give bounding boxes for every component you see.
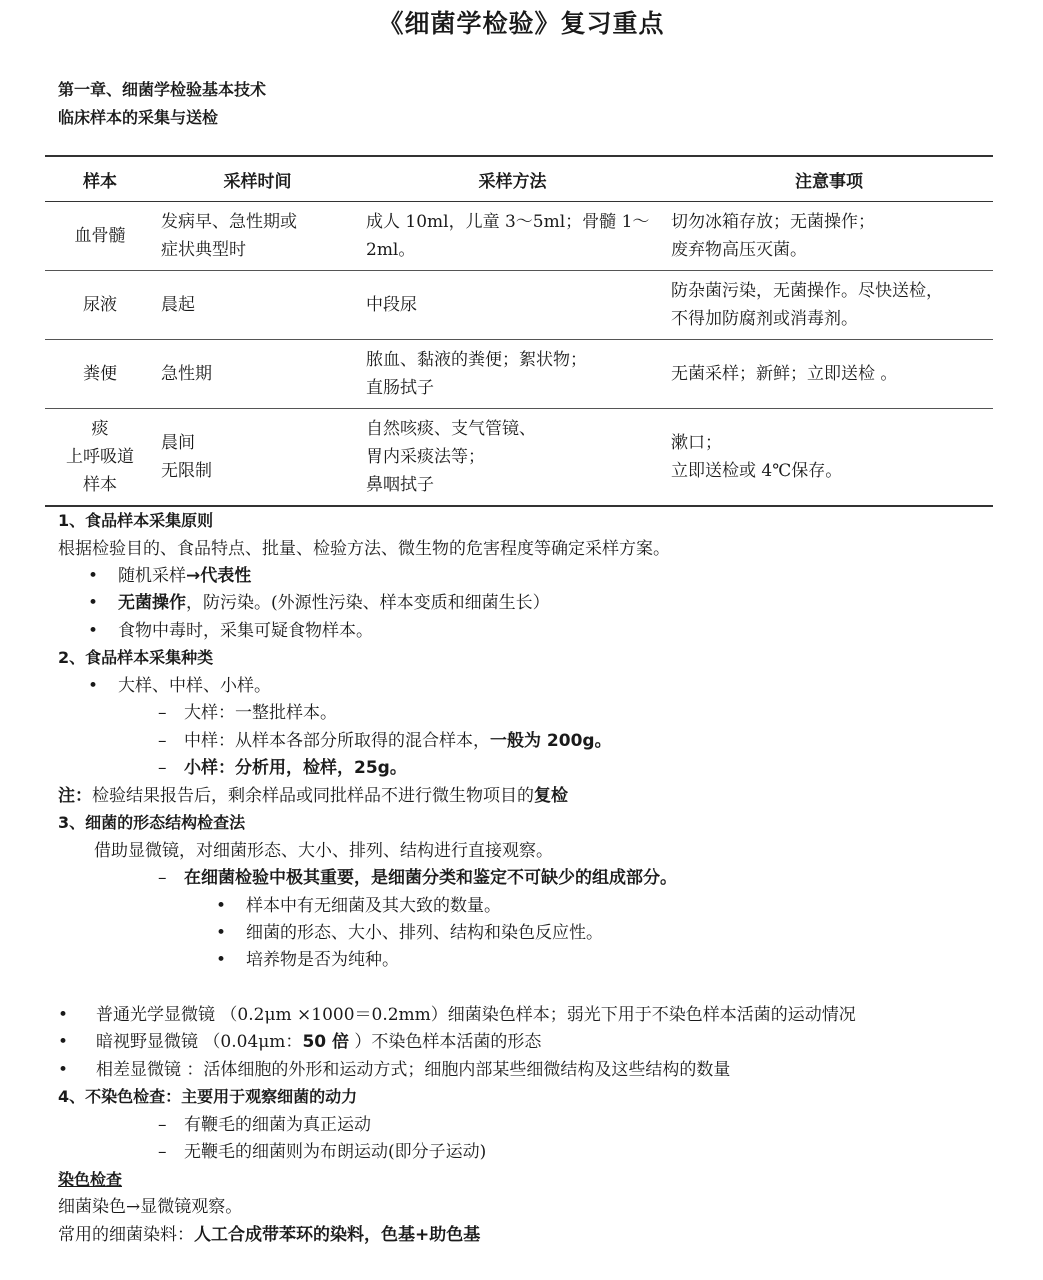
list-item	[158, 864, 677, 892]
page-title: 《细菌学检验》复习重点	[378, 9, 665, 38]
table-row	[45, 202, 993, 271]
cell-line: 上呼吸道	[66, 446, 134, 467]
stain-line: 细菌染色→显微镜观察。	[58, 1197, 243, 1217]
cell-line: 防杂菌污染，无菌操作。尽快送检，	[671, 281, 943, 301]
cell-line: 晨间	[161, 432, 195, 453]
list-text: 大样：一整批样本。	[184, 703, 337, 723]
bullet-glyph: •	[216, 923, 227, 943]
section-4-heading: 4、不染色检查：主要用于观察细菌的动力	[58, 1087, 358, 1106]
bullet-glyph: •	[88, 593, 99, 613]
cell-line: 废弃物高压灭菌。	[671, 240, 807, 260]
cell-sample	[45, 271, 155, 340]
cell-line: 直肠拭子	[366, 378, 434, 398]
list-text-bold: 无菌操作	[118, 593, 186, 613]
stain-dye-line	[58, 1221, 480, 1249]
cell-line: 血骨髓	[74, 226, 126, 246]
bullet-glyph: •	[216, 950, 227, 970]
cell-line: 症状典型时	[161, 240, 246, 260]
section-1-intro: 根据检验目的、食品特点、批量、检验方法、微生物的危害程度等确定采样方案。	[58, 539, 670, 559]
list-text: 中样：从样本各部分所取得的混合样本，	[184, 731, 490, 751]
list-text: 随机采样	[118, 566, 186, 586]
list-text-bold: →代表性	[186, 566, 252, 586]
cell-notes	[665, 202, 993, 271]
cell-line: 不得加防腐剂或消毒剂。	[671, 309, 858, 329]
cell-method	[360, 340, 665, 409]
bullet-glyph: •	[88, 566, 99, 586]
cell-line: 粪便	[83, 364, 117, 384]
section-1-heading: 1、食品样本采集原则	[58, 511, 214, 530]
cell-time	[155, 271, 360, 340]
list-item	[158, 1138, 486, 1166]
note-line	[58, 782, 568, 810]
dash-glyph: –	[158, 1142, 167, 1162]
list-item	[88, 589, 550, 617]
list-item	[88, 562, 251, 590]
stain-text-bold: 人工合成带苯环的染料，色基+助色基	[194, 1225, 481, 1245]
cell-method	[360, 409, 665, 506]
section-subtitle: 临床样本的采集与送检	[58, 108, 219, 127]
cell-notes	[665, 271, 993, 340]
cell-line: 自然咳痰、支气管镜、	[366, 418, 536, 439]
list-item	[216, 946, 399, 974]
stain-label: 常用的细菌染料：	[58, 1225, 194, 1245]
dash-glyph: –	[158, 703, 167, 723]
list-text-bold: 50 倍	[302, 1032, 350, 1052]
cell-sample	[45, 409, 155, 506]
list-item	[158, 699, 337, 727]
list-text: ）不染色样本活菌的形态	[349, 1032, 542, 1052]
list-item	[88, 672, 271, 700]
list-text: 相差显微镜 ：活体细胞的外形和运动方式；细胞内部某些细微结构及这些结构的数量	[96, 1060, 731, 1080]
dash-glyph: –	[158, 758, 167, 778]
list-text: 无鞭毛的细菌则为布朗运动(即分子运动)	[184, 1142, 487, 1162]
cell-time	[155, 202, 360, 271]
table-header-row	[45, 156, 993, 202]
cell-line: 成人 10ml，儿童 3～5ml；骨髓 1～	[366, 212, 650, 232]
table-row	[45, 340, 993, 409]
list-item	[216, 892, 501, 920]
cell-sample	[45, 202, 155, 271]
dash-glyph: –	[158, 868, 167, 888]
cell-line: 尿液	[83, 295, 117, 315]
cell-line: 无菌采样；新鲜；立即送检 。	[671, 364, 898, 384]
section-2-heading: 2、食品样本采集种类	[58, 648, 214, 667]
list-text-bold: 一般为 200g。	[490, 731, 612, 751]
list-item	[58, 1056, 730, 1084]
cell-line: 中段尿	[366, 295, 417, 315]
table-row	[45, 271, 993, 340]
list-text: 培养物是否为纯种。	[246, 950, 399, 970]
cell-line: 无限制	[161, 460, 212, 481]
note-label: 注：	[58, 786, 92, 806]
cell-line: 样本	[83, 474, 117, 495]
list-item	[58, 1001, 856, 1029]
table-row	[45, 409, 993, 506]
cell-time	[155, 409, 360, 506]
cell-line: 切勿冰箱存放；无菌操作；	[671, 212, 875, 232]
stain-heading: 染色检查	[58, 1170, 123, 1189]
list-item	[58, 1028, 541, 1056]
dash-glyph: –	[158, 1115, 167, 1135]
list-text: 样本中有无细菌及其大致的数量。	[246, 896, 501, 916]
dash-glyph: –	[158, 731, 167, 751]
cell-line: 晨起	[161, 295, 195, 315]
bullet-glyph: •	[58, 1060, 69, 1080]
list-text: 细菌的形态、大小、排列、结构和染色反应性。	[246, 923, 603, 943]
cell-sample	[45, 340, 155, 409]
cell-time	[155, 340, 360, 409]
section-3-heading: 3、细菌的形态结构检查法	[58, 813, 246, 832]
list-text: 有鞭毛的细菌为真正运动	[184, 1115, 371, 1135]
list-text-bold: 在细菌检验中极其重要，是细菌分类和鉴定不可缺少的组成部分。	[184, 868, 677, 888]
cell-line: 鼻咽拭子	[366, 474, 434, 495]
list-text: ，防污染。(外源性污染、样本变质和细菌生长）	[186, 593, 550, 613]
list-text: 暗视野显微镜 （0.04μm：	[96, 1032, 303, 1052]
note-text-bold: 复检	[534, 786, 568, 806]
list-text-bold: 小样：分析用，检样，25g。	[184, 758, 407, 778]
sample-collection-table	[45, 155, 993, 507]
bullet-glyph: •	[58, 1032, 69, 1052]
list-item	[158, 1111, 371, 1139]
cell-line: 2ml。	[366, 240, 416, 260]
list-text: 普通光学显微镜 （0.2μm ×1000＝0.2mm）细菌染色样本；弱光下用于不染色样本活菌的运动情况	[96, 1005, 856, 1025]
cell-line: 发病早、急性期或	[161, 212, 297, 232]
col-header-time: 采样时间	[155, 156, 360, 202]
col-header-method: 采样方法	[360, 156, 665, 202]
chapter-heading: 第一章、细菌学检验基本技术	[58, 80, 267, 99]
bullet-glyph: •	[58, 1005, 69, 1025]
cell-notes	[665, 409, 993, 506]
list-item	[158, 754, 407, 782]
bullet-glyph: •	[216, 896, 227, 916]
note-text: 检验结果报告后，剩余样品或同批样品不进行微生物项目的	[92, 786, 534, 806]
list-item	[216, 919, 603, 947]
cell-line: 急性期	[161, 364, 212, 384]
bullet-glyph: •	[88, 621, 99, 641]
cell-method	[360, 271, 665, 340]
list-item	[88, 617, 373, 645]
list-text: 食物中毒时，采集可疑食物样本。	[118, 621, 373, 641]
cell-line: 漱口；	[671, 432, 722, 453]
section-3-intro: 借助显微镜，对细菌形态、大小、排列、结构进行直接观察。	[94, 841, 553, 861]
list-text: 大样、中样、小样。	[118, 676, 271, 696]
cell-line: 痰	[91, 418, 109, 439]
list-item	[158, 727, 612, 755]
bullet-glyph: •	[88, 676, 99, 696]
cell-notes	[665, 340, 993, 409]
col-header-notes: 注意事项	[665, 156, 993, 202]
cell-line: 胃内采痰法等；	[366, 446, 485, 467]
cell-line: 脓血、黏液的粪便；絮状物；	[366, 350, 587, 370]
cell-method	[360, 202, 665, 271]
cell-line: 立即送检或 4℃保存。	[671, 460, 843, 481]
col-header-sample: 样本	[45, 156, 155, 202]
